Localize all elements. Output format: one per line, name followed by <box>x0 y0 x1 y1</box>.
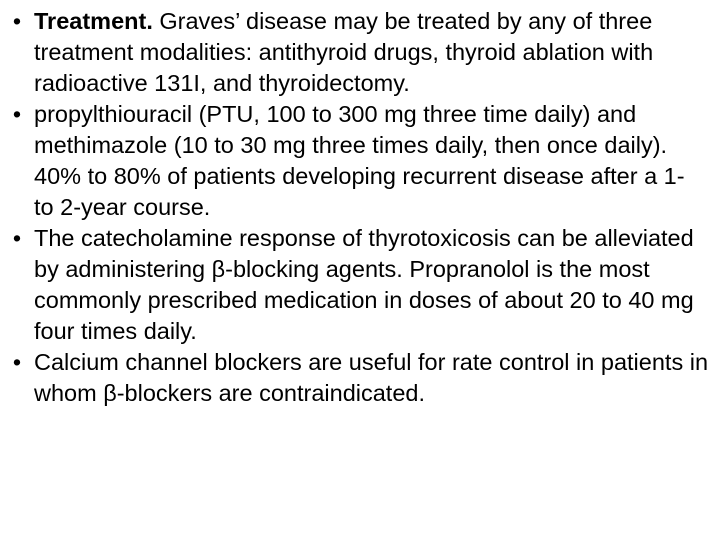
bullet-text: propylthiouracil (PTU, 100 to 300 mg three time daily) and methimazole (10 to 30 mg three times daily, then once daily). 40% to 80% of patients developing recurrent disease after a 1- to 2-year course. <box>34 101 685 220</box>
bullet-item-treatment <box>8 6 708 99</box>
bullet-text: Graves’ disease may be treated by any of three treatment modalities: antithyroid drugs, thyroid ablation with radioactive 131I, and thyroidectomy. <box>34 8 654 96</box>
bullet-item-beta-blockers <box>8 223 708 347</box>
bullet-dot-icon: • <box>12 225 22 251</box>
bullet-dot-icon: • <box>12 349 22 375</box>
bullet-lead: Treatment. <box>34 8 153 34</box>
bullet-list <box>8 6 708 409</box>
bullet-dot-icon: • <box>12 8 22 34</box>
bullet-item-antithyroid-drugs <box>8 99 708 223</box>
bullet-dot-icon: • <box>12 101 22 127</box>
bullet-text: The catecholamine response of thyrotoxicosis can be alleviated by administering β-blocking agents. Propranolol is the most commonly prescribed medication in doses of about 20 to 40 mg four times daily. <box>34 225 694 344</box>
bullet-item-calcium-channel-blockers <box>8 347 708 409</box>
bullet-text: Calcium channel blockers are useful for rate control in patients in whom β-blockers are contraindicated. <box>34 349 709 406</box>
